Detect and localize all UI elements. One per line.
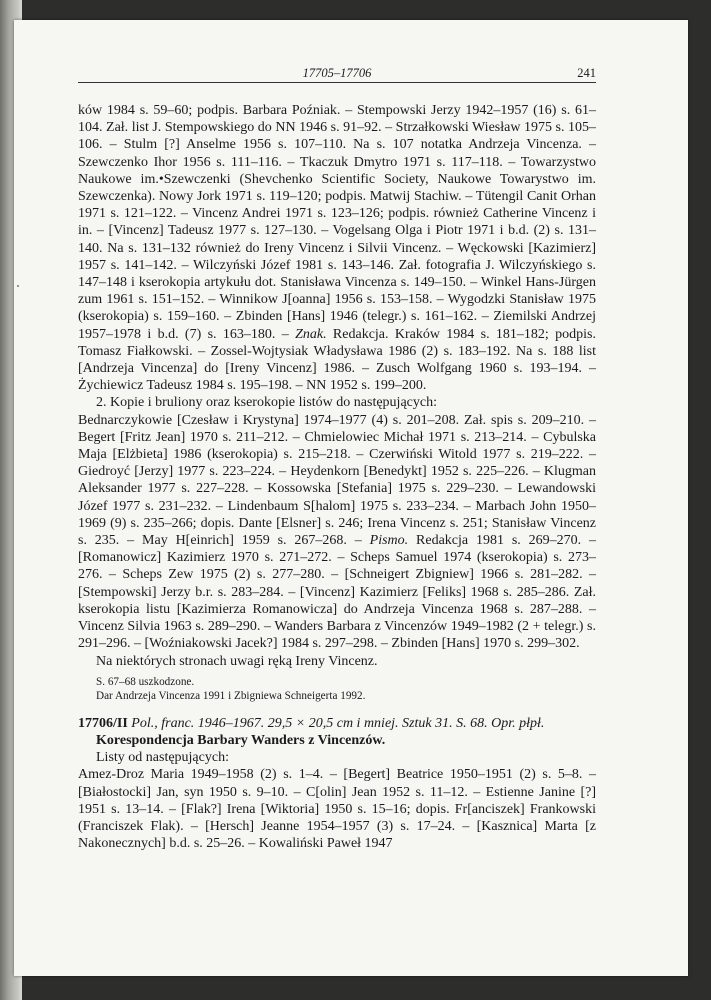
paper-speck xyxy=(17,285,19,287)
header-rule xyxy=(78,82,596,83)
footnote-damage: S. 67–68 uszkodzone. xyxy=(96,675,195,688)
entry-number: 17706/II xyxy=(78,715,128,731)
entry-title: Korespondencja Barbary Wanders z Vincenzów. xyxy=(96,732,386,748)
paragraph-text: Redakcja 1981 s. 269–270. – [Romanowicz] Kazimierz 1970 s. 271–272. – Scheps Samuel 1974 (kserokopia) s. 273–276. – Scheps Zew 1975 (2) s. 277–280. – [Schneigert Zbigniew] 1966 s. 281–282. – [Stempowski] Jerzy b.r. s. 283–284. – [Vincenz] Kazimierz [Feliks] 1968 s. 285–286. Zał. kserokopia listu [Kazimierza Romanowicza] do Andrzeja Vincenza 1968 s. 287–288. – Vincenz Silvia 1963 s. 289–290. – Wanders Barbara z Vincenzów 1949–1982 (2 + telegr.) s. 291–296. – [Woźniakowski Jacek?] 1984 s. 297–298. – Zbinden [Hans] 1970 s. 299–302. xyxy=(78,533,597,652)
italic-title: Znak. xyxy=(295,326,327,342)
italic-title: Pismo. xyxy=(369,533,409,549)
paragraph-continued xyxy=(78,102,596,394)
paragraph-text: Redakcja. Kraków 1984 s. 181–182; podpis. Tomasz Fiałkowski. – Zossel-Wojtysiak Władysława 1986 (2) s. 183–192. Na s. 188 list [Andrzeja Vincenza] do [Ireny Vincenz] 1986. – Zusch Wolfgang 1960 s. 193–194. – Żychiewicz Tadeusz 1984 s. 195–198. – NN 1952 s. 199–200. xyxy=(78,326,596,394)
paragraph-text: Bednarczykowie [Czesław i Krystyna] 1974–1977 (4) s. 201–208. Zał. spis s. 209–210. – Begert [Fritz Jean] 1970 s. 211–212. – Chmielowiec Michał 1971 s. 213–214. – Cybulska Maja [Elżbieta] 1986 (kserokopia) s. 215–218. – Czerwiński Witold 1977 s. 219–222. – Giedroyć [Jerzy] 1977 s. 223–224. – Heydenkorn [Benedykt] 1952 s. 225–226. – Klugman Aleksander 1977 s. 227–228. – Kossowska [Stefania] 1975 s. 229–230. – Lewandowski Józef 1977 s. 231–232. – Lindenbaum S[halom] 1975 s. 233–234. – Marbach John 1950–1969 (9) s. 235–266; dopis. Dante [Elsner] s. 246; Irena Vincenz s. 251; Stanisław Vincenz s. 235. – May H[einrich] 1959 s. 267–268. – xyxy=(78,412,596,549)
page-body xyxy=(78,102,596,852)
entry-description: Pol., franc. 1946–1967. 29,5 × 20,5 cm i mniej. Sztuk 31. S. 68. Opr. płpł. xyxy=(131,715,545,731)
entry-heading xyxy=(78,715,596,732)
book-page xyxy=(14,20,688,976)
section-lead: 2. Kopie i bruliony oraz kserokopie listów do następujących: xyxy=(96,395,437,411)
entry-range: 17705–17706 xyxy=(302,66,372,80)
paragraph-text: ków 1984 s. 59–60; podpis. Barbara Poźniak. – Stempowski Jerzy 1942–1957 (16) s. 61–104. Zał. list J. Stempowskiego do NN 1946 s. 91–92. – Strzałkowski Wiesław 1975 s. 105–106. – Stulm [?] Anselme 1956 s. 107–110. Na s. 107 notatka Andrzeja Vincenza. – Szewczenko Ihor 1956 s. 111–116. – Tkaczuk Dmytro 1971 s. 117–118. – Towarzystwo Naukowe im.•Szewczenki (Shevchenko Scientific Society, Naukowe Towarystwo im. Szewczenka). Nowy Jork 1971 s. 119–120; podpis. Matwij Stachiw. – Tütengil Canit Orhan 1971 s. 121–122. – Vincenz Andrei 1971 s. 123–126; podpis. również Catherine Vincenz i in. – [Vincenz] Tadeusz 1977 s. 127–130. – Vogelsang Olga i Piotr 1971 i b.d. (2) s. 131–140. Na s. 131–132 również do Ireny Vincenz i Silvii Vincenz. – Węckowski [Kazimierz] 1957 s. 141–142. – Wilczyński Józef 1981 s. 143–146. Zał. fotografia J. Wilczyńskiego s. 147–148 i kserokopia artykułu dot. Stanisława Vincenza s. 149–150. – Winkel Hans-Jürgen zum 1961 s. 151–152. – Winnikow J[oanna] 1956 s. 153–158. – Wygodzki Stanisław 1975 (kserokopia) s. 159–160. – Zbinden [Hans] 1946 (telegr.) s. 161–162. – Ziemilski Andrzej 1957–1978 i b.d. (7) s. 163–180. – xyxy=(78,103,596,342)
footnote-donation: Dar Andrzeja Vincenza 1991 i Zbigniewa Schneigerta 1992. xyxy=(96,689,366,702)
paragraph-copies xyxy=(78,412,596,653)
entry-lead: Listy od następujących: xyxy=(96,750,229,766)
remark-paragraph: Na niektórych stronach uwagi ręką Ireny Vincenz. xyxy=(96,653,378,669)
page-number: 241 xyxy=(577,66,596,80)
entry-body: Amez-Droz Maria 1949–1958 (2) s. 1–4. – [Begert] Beatrice 1950–1951 (2) s. 5–8. – [Białostocki] Jan, syn 1950 s. 9–10. – C[olin] Jean 1952 s. 11–12. – Estienne Janine [?] 1951 s. 13–14. – [Flak?] Irena [Wiktoria] 1950 s. 15–16; dopis. Fr[anciszek] Frankowski (Franciszek Flak). – [Hersch] Jeanne 1954–1957 (3) s. 17–24. – [Kasznica] Marta [z Nakonecznych] b.d. s. 25–26. – Kowaliński Paweł 1947 xyxy=(78,767,596,852)
